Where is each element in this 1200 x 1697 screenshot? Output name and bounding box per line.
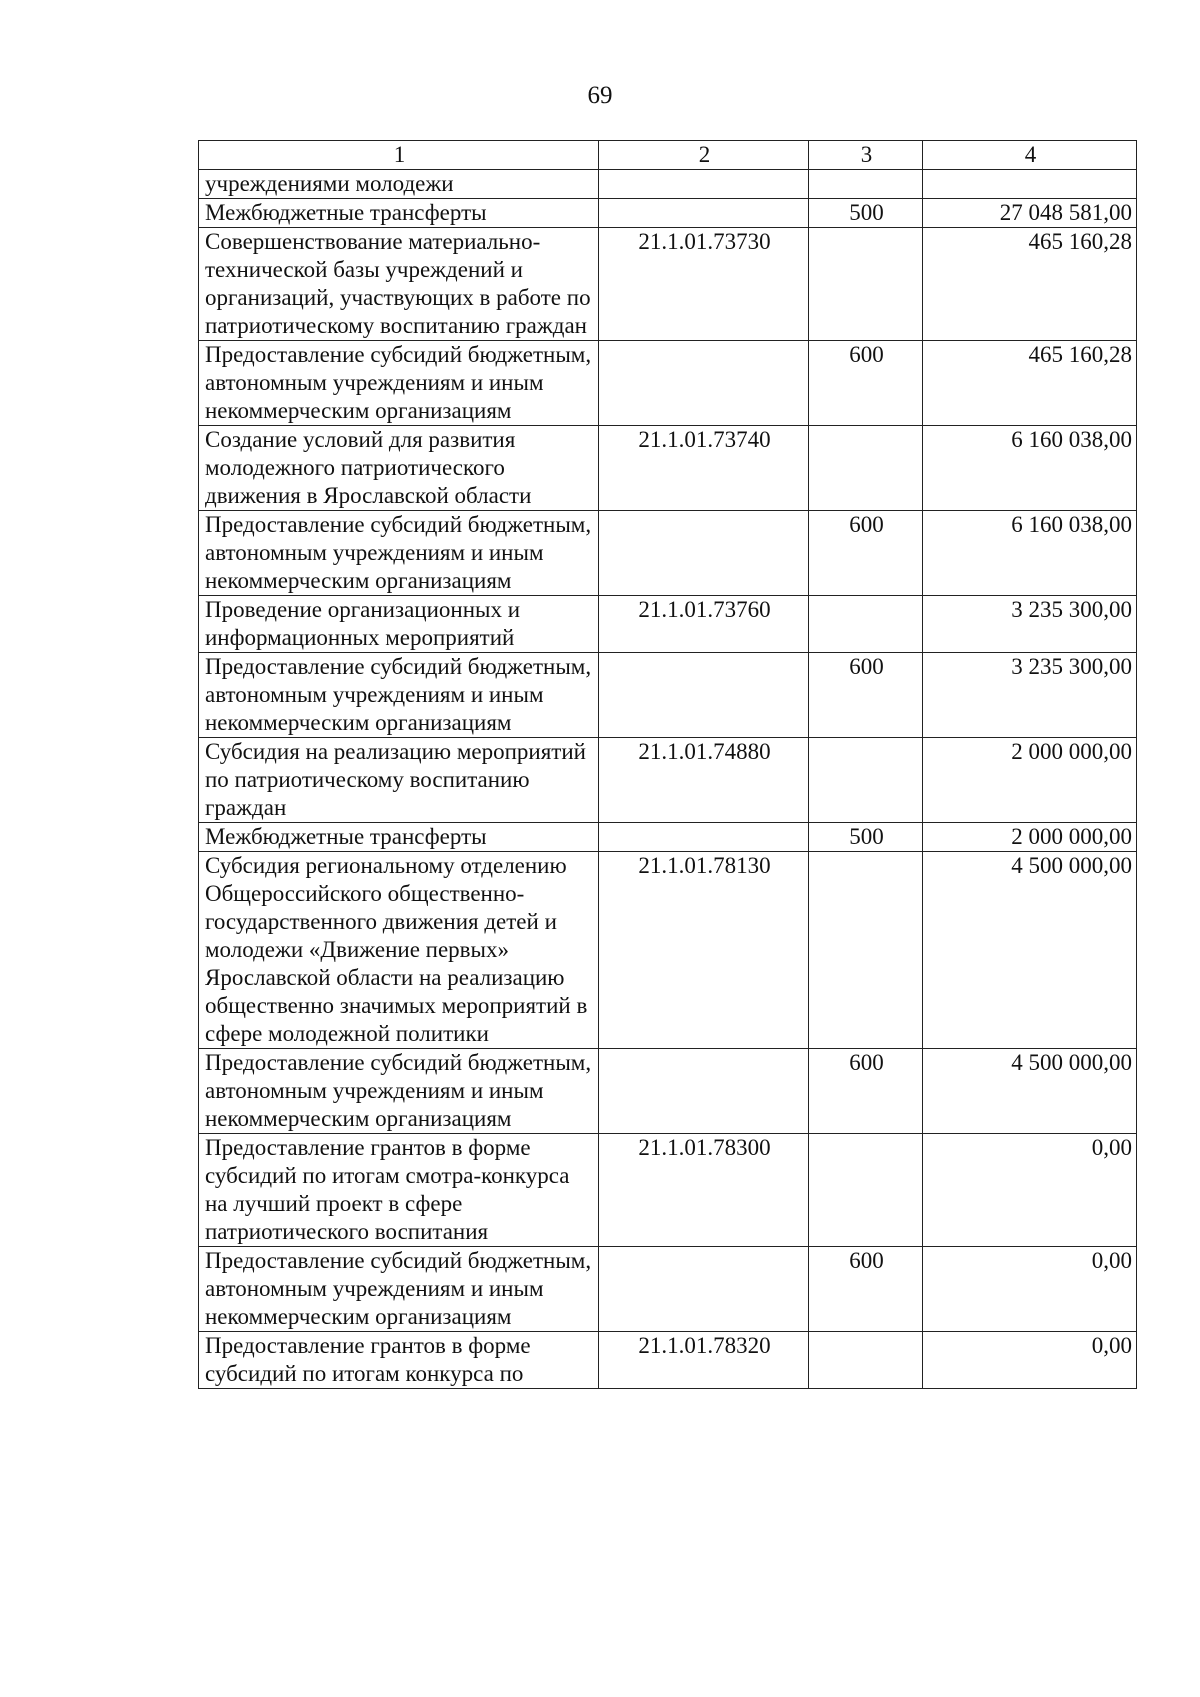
row-code: 21.1.01.73740	[599, 426, 809, 511]
column-header-1: 1	[199, 141, 599, 170]
row-amount: 0,00	[923, 1332, 1137, 1389]
row-type	[809, 228, 923, 341]
table-row	[199, 228, 1137, 341]
row-type	[809, 738, 923, 823]
row-type: 600	[809, 1247, 923, 1332]
row-type: 600	[809, 341, 923, 426]
row-name: Предоставление субсидий бюджетным, автономным учреждениям и иным некоммерческим организациям	[199, 653, 599, 738]
row-type: 600	[809, 511, 923, 596]
row-amount: 4 500 000,00	[923, 852, 1137, 1049]
row-amount: 465 160,28	[923, 228, 1137, 341]
row-name: Предоставление грантов в форме субсидий по итогам конкурса по	[199, 1332, 599, 1389]
row-name: Совершенствование материально-технической базы учреждений и организаций, участвующих в работе по патриотическому воспитанию граждан	[199, 228, 599, 341]
row-type: 500	[809, 199, 923, 228]
row-type	[809, 852, 923, 1049]
row-amount: 6 160 038,00	[923, 511, 1137, 596]
row-amount: 3 235 300,00	[923, 596, 1137, 653]
row-name: Межбюджетные трансферты	[199, 823, 599, 852]
row-name: Предоставление грантов в форме субсидий по итогам смотра-конкурса на лучший проект в сфере патриотического воспитания	[199, 1134, 599, 1247]
table-row	[199, 653, 1137, 738]
row-name: Предоставление субсидий бюджетным, автономным учреждениям и иным некоммерческим организациям	[199, 1049, 599, 1134]
table-row	[199, 511, 1137, 596]
row-code: 21.1.01.74880	[599, 738, 809, 823]
row-amount: 6 160 038,00	[923, 426, 1137, 511]
row-type	[809, 426, 923, 511]
table-row	[199, 426, 1137, 511]
table-row	[199, 341, 1137, 426]
budget-table	[198, 140, 1137, 1389]
table-row	[199, 1332, 1137, 1389]
row-code	[599, 511, 809, 596]
row-amount: 27 048 581,00	[923, 199, 1137, 228]
table-row	[199, 852, 1137, 1049]
row-amount: 2 000 000,00	[923, 823, 1137, 852]
row-code	[599, 170, 809, 199]
row-type: 600	[809, 653, 923, 738]
column-header-2: 2	[599, 141, 809, 170]
page-number: 69	[587, 82, 613, 109]
table-row	[199, 1247, 1137, 1332]
row-name: Субсидия региональному отделению Общероссийского общественно-государственного движения детей и молодежи «Движение первых» Ярославской области на реализацию общественно значимых мероприятий в сфере молодежной политики	[199, 852, 599, 1049]
table-row	[199, 170, 1137, 199]
row-type	[809, 1134, 923, 1247]
row-type: 500	[809, 823, 923, 852]
row-name: Проведение организационных и информационных мероприятий	[199, 596, 599, 653]
row-code: 21.1.01.78300	[599, 1134, 809, 1247]
row-name: Межбюджетные трансферты	[199, 199, 599, 228]
row-type: 600	[809, 1049, 923, 1134]
row-code	[599, 199, 809, 228]
row-code	[599, 1049, 809, 1134]
table-row	[199, 1049, 1137, 1134]
row-name: Предоставление субсидий бюджетным, автономным учреждениям и иным некоммерческим организациям	[199, 341, 599, 426]
row-amount: 0,00	[923, 1247, 1137, 1332]
row-name: Предоставление субсидий бюджетным, автономным учреждениям и иным некоммерческим организациям	[199, 511, 599, 596]
row-amount: 0,00	[923, 1134, 1137, 1247]
row-type	[809, 596, 923, 653]
row-code: 21.1.01.78130	[599, 852, 809, 1049]
column-header-4: 4	[923, 141, 1137, 170]
row-name: Субсидия на реализацию мероприятий по патриотическому воспитанию граждан	[199, 738, 599, 823]
row-code	[599, 653, 809, 738]
row-code: 21.1.01.73760	[599, 596, 809, 653]
table-row	[199, 199, 1137, 228]
row-code	[599, 823, 809, 852]
row-type	[809, 170, 923, 199]
row-amount	[923, 170, 1137, 199]
row-code: 21.1.01.78320	[599, 1332, 809, 1389]
table-row	[199, 738, 1137, 823]
row-code	[599, 1247, 809, 1332]
row-amount: 2 000 000,00	[923, 738, 1137, 823]
table-row	[199, 823, 1137, 852]
row-amount: 465 160,28	[923, 341, 1137, 426]
row-name: Создание условий для развития молодежного патриотического движения в Ярославской области	[199, 426, 599, 511]
row-name: Предоставление субсидий бюджетным, автономным учреждениям и иным некоммерческим организациям	[199, 1247, 599, 1332]
column-header-3: 3	[809, 141, 923, 170]
row-amount: 3 235 300,00	[923, 653, 1137, 738]
row-amount: 4 500 000,00	[923, 1049, 1137, 1134]
row-type	[809, 1332, 923, 1389]
table-row	[199, 596, 1137, 653]
row-code: 21.1.01.73730	[599, 228, 809, 341]
header-row	[199, 141, 1137, 170]
row-name: учреждениями молодежи	[199, 170, 599, 199]
row-code	[599, 341, 809, 426]
table-row	[199, 1134, 1137, 1247]
